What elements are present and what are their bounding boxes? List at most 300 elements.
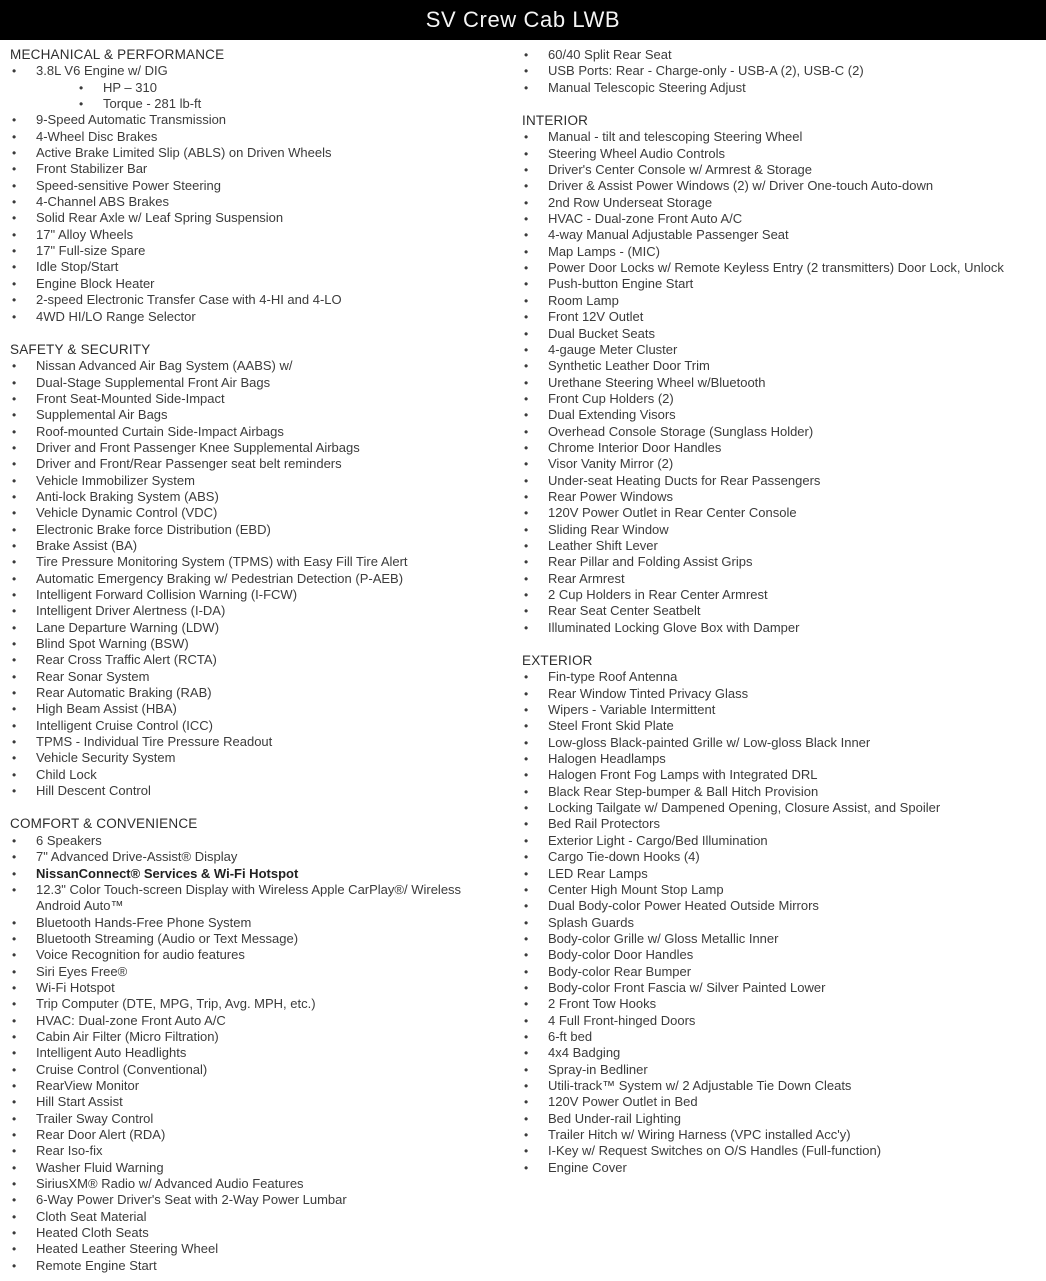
bullet-icon: • (12, 555, 17, 570)
item-text: Intelligent Driver Alertness (I-DA) (36, 603, 226, 619)
bullet-icon: • (12, 784, 17, 799)
item-text: Cargo Tie-down Hooks (4) (548, 849, 700, 865)
section (522, 113, 1046, 636)
bullet-icon: • (12, 669, 17, 684)
list-item (522, 1143, 1046, 1159)
item-text: Black Rear Step-bumper & Ball Hitch Provision (548, 783, 819, 799)
item-text: Child Lock (36, 766, 97, 782)
item-text: Manual Telescopic Steering Adjust (548, 79, 746, 95)
item-text: Power Door Locks w/ Remote Keyless Entry (2 transmitters) Door Lock, Unlock (548, 260, 1004, 276)
item-text: Vehicle Dynamic Control (VDC) (36, 505, 218, 521)
list-item (522, 669, 1046, 685)
item-text: Under-seat Heating Ducts for Rear Passengers (548, 472, 821, 488)
item-text: Leather Shift Lever (548, 537, 658, 553)
item-text: I-Key w/ Request Switches on O/S Handles (Full-function) (548, 1143, 882, 1159)
item-text: Bluetooth Streaming (Audio or Text Message) (36, 930, 299, 946)
item-text: Nissan Advanced Air Bag System (AABS) w/ (36, 358, 293, 374)
bullet-icon: • (524, 964, 529, 979)
bullet-icon: • (12, 931, 17, 946)
bullet-icon: • (12, 1144, 17, 1159)
list-item (10, 767, 522, 783)
item-text: Cloth Seat Material (36, 1208, 147, 1224)
item-text: 6-Way Power Driver's Seat with 2-Way Power Lumbar (36, 1192, 347, 1208)
section-heading: COMFORT & CONVENIENCE (10, 816, 198, 832)
item-text: Body-color Rear Bumper (548, 963, 692, 979)
list-item (10, 178, 522, 194)
item-text: Body-color Door Handles (548, 947, 694, 963)
item-text: Brake Assist (BA) (36, 537, 138, 553)
list-item (10, 1143, 522, 1159)
bullet-icon: • (524, 604, 529, 619)
bullet-icon: • (12, 64, 17, 79)
list-item (522, 63, 1046, 79)
bullet-icon: • (524, 1128, 529, 1142)
section-heading: EXTERIOR (522, 653, 593, 669)
item-text: Active Brake Limited Slip (ABLS) on Driven Wheels (36, 145, 332, 161)
bullet-icon: • (12, 408, 17, 423)
list-item (522, 996, 1046, 1012)
sub-feature-list (77, 80, 500, 113)
bullet-icon: • (524, 80, 529, 95)
list-item (10, 522, 522, 538)
bullet-icon: • (524, 1111, 529, 1126)
item-text: Vehicle Immobilizer System (36, 472, 195, 488)
list-item (10, 603, 522, 619)
list-item (10, 276, 522, 292)
list-item (10, 849, 522, 865)
item-text: Room Lamp (548, 292, 619, 308)
list-item (522, 947, 1046, 963)
item-text: Engine Block Heater (36, 275, 155, 291)
bullet-icon: • (524, 703, 529, 718)
bullet-icon: • (12, 948, 17, 963)
bullet-icon: • (12, 293, 17, 308)
bullet-icon: • (12, 162, 17, 177)
item-text: Rear Pillar and Folding Assist Grips (548, 554, 753, 570)
bullet-icon: • (524, 326, 529, 341)
item-text: Halogen Headlamps (548, 751, 666, 767)
item-text: Intelligent Forward Collision Warning (I-FCW) (36, 587, 298, 602)
item-text: Synthetic Leather Door Trim (548, 358, 710, 374)
bullet-icon: • (12, 882, 17, 897)
item-text: 4WD HI/LO Range Selector (36, 308, 196, 324)
section (10, 342, 522, 800)
list-item (10, 358, 522, 374)
item-text: Lane Departure Warning (LDW) (36, 619, 220, 635)
item-text: LED Rear Lamps (548, 865, 648, 881)
bullet-icon: • (12, 178, 17, 193)
bullet-icon: • (12, 260, 17, 275)
item-text: 2 Front Tow Hooks (548, 996, 657, 1012)
item-text: 120V Power Outlet in Rear Center Console (548, 505, 797, 521)
list-item (522, 276, 1046, 292)
item-text: Heated Cloth Seats (36, 1225, 149, 1241)
list-item (10, 571, 522, 587)
item-text: HVAC: Dual-zone Front Auto A/C (36, 1012, 226, 1028)
list-item (522, 80, 1046, 96)
bullet-icon: • (524, 1029, 529, 1044)
bullet-icon: • (524, 1144, 529, 1159)
item-text: 9-Speed Automatic Transmission (36, 112, 227, 128)
bullet-icon: • (12, 1177, 17, 1192)
list-item (522, 1078, 1046, 1094)
bullet-icon: • (524, 866, 529, 881)
item-text: Rear Cross Traffic Alert (RCTA) (36, 652, 217, 668)
bullet-icon: • (12, 686, 17, 701)
bullet-icon: • (524, 163, 529, 178)
content (0, 40, 1046, 1274)
list-item (522, 980, 1046, 996)
list-item (522, 1160, 1046, 1176)
list-item (10, 996, 522, 1012)
list-item (522, 211, 1046, 227)
item-text: Trip Computer (DTE, MPG, Trip, Avg. MPH, etc.) (36, 996, 316, 1012)
list-item (10, 292, 522, 308)
list-item (522, 898, 1046, 914)
section (522, 653, 1046, 1176)
bullet-icon: • (79, 80, 84, 95)
section (522, 47, 1046, 96)
item-text: Dual Body-color Power Heated Outside Mirrors (548, 898, 819, 914)
list-item (10, 783, 522, 799)
item-text: Splash Guards (548, 914, 634, 930)
list-item (522, 162, 1046, 178)
list-item (10, 375, 522, 391)
bullet-icon: • (12, 604, 17, 619)
item-text: Washer Fluid Warning (36, 1159, 164, 1175)
item-text: Dual Bucket Seats (548, 325, 655, 341)
item-text: Trailer Hitch w/ Wiring Harness (VPC installed Acc'y) (548, 1127, 851, 1142)
page-title: SV Crew Cab LWB (425, 7, 621, 32)
bullet-icon: • (524, 571, 529, 586)
bullet-icon: • (12, 309, 17, 324)
bullet-icon: • (12, 424, 17, 439)
list-item (522, 129, 1046, 145)
list-item (522, 391, 1046, 407)
bullet-icon: • (524, 440, 529, 455)
list-item (10, 652, 522, 668)
bullet-icon: • (12, 1111, 17, 1126)
list-item (10, 440, 522, 456)
item-text: USB Ports: Rear - Charge-only - USB-A (2), USB-C (2) (548, 63, 864, 79)
list-item (10, 407, 522, 423)
item-text: 4 Full Front-hinged Doors (548, 1012, 696, 1028)
list-item (10, 424, 522, 440)
list-item (10, 554, 522, 570)
item-text: Spray-in Bedliner (548, 1061, 648, 1077)
item-text: NissanConnect® Services & Wi-Fi Hotspot (36, 865, 299, 881)
list-item (10, 145, 522, 161)
item-text: Vehicle Security System (36, 750, 176, 766)
bullet-icon: • (524, 768, 529, 783)
bullet-icon: • (12, 391, 17, 406)
list-item (522, 816, 1046, 832)
list-item (10, 685, 522, 701)
section (10, 47, 522, 325)
item-text: 60/40 Split Rear Seat (548, 47, 672, 62)
item-text: Chrome Interior Door Handles (548, 439, 722, 455)
item-text: Intelligent Auto Headlights (36, 1045, 187, 1061)
item-text: Body-color Grille w/ Gloss Metallic Inner (548, 930, 779, 946)
item-text: Low-gloss Black-painted Grille w/ Low-gloss Black Inner (548, 734, 871, 750)
item-text: Dual Extending Visors (548, 407, 676, 423)
right-column (522, 47, 1046, 1274)
list-item (10, 1029, 522, 1045)
section-heading: SAFETY & SECURITY (10, 341, 151, 357)
item-text: 4-Channel ABS Brakes (36, 194, 169, 210)
list-item (522, 47, 1046, 63)
bullet-icon: • (524, 179, 529, 194)
bullet-icon: • (12, 1046, 17, 1061)
item-text: Locking Tailgate w/ Dampened Opening, Closure Assist, and Spoiler (548, 800, 941, 816)
list-item (10, 964, 522, 980)
list-item (522, 505, 1046, 521)
bullet-icon: • (12, 113, 17, 128)
item-text: Halogen Front Fog Lamps with Integrated DRL (548, 767, 818, 783)
list-item (522, 244, 1046, 260)
bullet-icon: • (12, 702, 17, 717)
bullet-icon: • (12, 1258, 17, 1273)
item-text: 2-speed Electronic Transfer Case with 4-HI and 4-LO (36, 292, 342, 308)
item-text: Remote Engine Start (36, 1257, 157, 1273)
list-item (10, 882, 522, 915)
list-item (522, 686, 1046, 702)
bullet-icon: • (524, 1013, 529, 1028)
bullet-icon: • (524, 538, 529, 553)
left-column (0, 47, 522, 1274)
bullet-icon: • (12, 1095, 17, 1110)
item-text: Driver and Front/Rear Passenger seat belt reminders (36, 456, 342, 472)
list-item (10, 620, 522, 636)
list-item (522, 342, 1046, 358)
bullet-icon: • (524, 424, 529, 439)
bullet-icon: • (524, 1062, 529, 1077)
item-text: 2 Cup Holders in Rear Center Armrest (548, 587, 768, 602)
bullet-icon: • (524, 948, 529, 963)
bullet-icon: • (524, 555, 529, 570)
item-text: Push-button Engine Start (548, 276, 694, 292)
bullet-icon: • (12, 1160, 17, 1175)
bullet-icon: • (524, 48, 529, 62)
item-text: Anti-lock Braking System (ABS) (36, 488, 219, 504)
list-item (10, 947, 522, 963)
bullet-icon: • (12, 440, 17, 455)
bullet-icon: • (524, 146, 529, 161)
bullet-icon: • (524, 473, 529, 488)
list-item (522, 554, 1046, 570)
bullet-icon: • (524, 359, 529, 374)
bullet-icon: • (524, 670, 529, 685)
list-item (522, 522, 1046, 538)
list-item (522, 326, 1046, 342)
list-item (522, 931, 1046, 947)
item-text: Steel Front Skid Plate (548, 718, 674, 734)
item-text: HP – 310 (103, 79, 157, 95)
item-text: 4-way Manual Adjustable Passenger Seat (548, 227, 789, 243)
item-text: HVAC - Dual-zone Front Auto A/C (548, 211, 743, 227)
list-item (522, 358, 1046, 374)
bullet-icon: • (12, 473, 17, 488)
item-text: 3.8L V6 Engine w/ DIG (36, 63, 168, 79)
bullet-icon: • (524, 1095, 529, 1110)
item-text: Driver and Front Passenger Knee Supplemental Airbags (36, 439, 360, 455)
item-text: Rear Window Tinted Privacy Glass (548, 685, 749, 701)
feature-list (522, 129, 1046, 636)
bullet-icon: • (12, 1242, 17, 1257)
list-item (522, 866, 1046, 882)
item-text: Hill Descent Control (36, 783, 151, 799)
list-item (522, 882, 1046, 898)
item-text: Illuminated Locking Glove Box with Damper (548, 619, 800, 635)
bullet-icon: • (524, 735, 529, 750)
item-text: Driver's Center Console w/ Armrest & Storage (548, 162, 813, 178)
item-text: Front Seat-Mounted Side-Impact (36, 390, 225, 406)
bullet-icon: • (12, 833, 17, 848)
list-item (10, 489, 522, 505)
bullet-icon: • (524, 752, 529, 767)
list-item (522, 1062, 1046, 1078)
item-text: Fin-type Roof Antenna (548, 669, 678, 685)
bullet-icon: • (524, 980, 529, 995)
list-item (522, 146, 1046, 162)
bullet-icon: • (12, 1029, 17, 1044)
item-text: Visor Vanity Mirror (2) (548, 456, 674, 472)
bullet-icon: • (12, 538, 17, 553)
bullet-icon: • (524, 130, 529, 145)
bullet-icon: • (12, 866, 17, 881)
item-text: Roof-mounted Curtain Side-Impact Airbags (36, 423, 284, 439)
item-text: Rear Iso-fix (36, 1143, 103, 1159)
list-item (10, 1078, 522, 1094)
list-item (10, 866, 522, 882)
list-item (10, 1045, 522, 1061)
list-item (522, 489, 1046, 505)
bullet-icon: • (12, 1209, 17, 1224)
bullet-icon: • (524, 261, 529, 276)
item-text: Tire Pressure Monitoring System (TPMS) with Easy Fill Tire Alert (36, 554, 408, 570)
item-text: SiriusXM® Radio w/ Advanced Audio Features (36, 1176, 304, 1192)
list-item (522, 424, 1046, 440)
list-item (10, 1013, 522, 1029)
list-item (522, 195, 1046, 211)
bullet-icon: • (12, 211, 17, 226)
list-item (522, 1013, 1046, 1029)
list-item (522, 964, 1046, 980)
bullet-icon: • (524, 817, 529, 832)
item-text: Voice Recognition for audio features (36, 947, 245, 963)
bullet-icon: • (12, 375, 17, 390)
feature-list (10, 63, 522, 325)
item-text: Hill Start Assist (36, 1094, 123, 1110)
item-text: Rear Sonar System (36, 668, 150, 684)
item-text: Cruise Control (Conventional) (36, 1061, 208, 1077)
section (10, 816, 522, 1274)
item-text: Center High Mount Stop Lamp (548, 881, 724, 897)
list-item (522, 833, 1046, 849)
section-heading: INTERIOR (522, 113, 589, 129)
list-item (10, 243, 522, 259)
list-item (10, 718, 522, 734)
bullet-icon: • (524, 64, 529, 79)
list-item (10, 1160, 522, 1176)
list-item (10, 194, 522, 210)
item-text: Rear Automatic Braking (RAB) (36, 685, 212, 701)
list-item (10, 309, 522, 325)
bullet-icon: • (524, 408, 529, 423)
bullet-icon: • (524, 375, 529, 390)
bullet-icon: • (12, 997, 17, 1012)
bullet-icon: • (12, 195, 17, 210)
list-item (10, 538, 522, 554)
bullet-icon: • (12, 276, 17, 291)
item-text: Intelligent Cruise Control (ICC) (36, 717, 214, 733)
list-item (522, 849, 1046, 865)
bullet-icon: • (12, 571, 17, 586)
list-item (10, 1111, 522, 1127)
bullet-icon: • (12, 522, 17, 537)
bullet-icon: • (12, 146, 17, 161)
list-item (10, 1127, 522, 1143)
bullet-icon: • (524, 850, 529, 865)
item-text: Speed-sensitive Power Steering (36, 177, 221, 193)
item-text: Bed Under-rail Lighting (548, 1110, 681, 1126)
item-text: 120V Power Outlet in Bed (548, 1094, 698, 1110)
item-text: 6-ft bed (548, 1028, 593, 1044)
item-text: Bluetooth Hands-Free Phone System (36, 914, 252, 930)
bullet-icon: • (12, 1226, 17, 1241)
list-item (10, 259, 522, 275)
bullet-icon: • (524, 1046, 529, 1061)
item-text: Rear Door Alert (RDA) (36, 1127, 166, 1142)
item-text: Torque - 281 lb-ft (103, 96, 202, 112)
feature-list (10, 833, 522, 1274)
list-item (522, 407, 1046, 423)
bullet-icon: • (524, 506, 529, 521)
item-text: Engine Cover (548, 1159, 627, 1175)
bullet-icon: • (12, 1193, 17, 1208)
item-text: Rear Seat Center Seatbelt (548, 603, 701, 619)
bullet-icon: • (524, 489, 529, 504)
item-text: 2nd Row Underseat Storage (548, 194, 713, 210)
item-text: Wipers - Variable Intermittent (548, 702, 716, 718)
list-item (10, 931, 522, 947)
list-item (10, 112, 522, 128)
list-item (522, 718, 1046, 734)
item-text: Cabin Air Filter (Micro Filtration) (36, 1028, 219, 1044)
list-item (522, 440, 1046, 456)
item-text: Body-color Front Fascia w/ Silver Painted Lower (548, 979, 826, 995)
list-item (522, 620, 1046, 636)
bullet-icon: • (12, 850, 17, 865)
list-item (522, 1094, 1046, 1110)
item-text: Solid Rear Axle w/ Leaf Spring Suspension (36, 210, 284, 226)
list-item (10, 391, 522, 407)
section-heading: MECHANICAL & PERFORMANCE (10, 47, 225, 62)
bullet-icon: • (524, 997, 529, 1012)
list-item (522, 751, 1046, 767)
item-text: Wi-Fi Hotspot (36, 979, 115, 995)
bullet-icon: • (524, 195, 529, 210)
title-bar (0, 0, 1046, 40)
list-item (10, 63, 522, 112)
item-text: Driver & Assist Power Windows (2) w/ Driver One-touch Auto-down (548, 178, 934, 194)
item-text: TPMS - Individual Tire Pressure Readout (36, 734, 273, 750)
item-text: Map Lamps - (MIC) (548, 243, 660, 259)
item-text: Automatic Emergency Braking w/ Pedestrian Detection (P-AEB) (36, 570, 404, 586)
bullet-icon: • (524, 882, 529, 897)
bullet-icon: • (12, 1062, 17, 1077)
list-item (522, 538, 1046, 554)
